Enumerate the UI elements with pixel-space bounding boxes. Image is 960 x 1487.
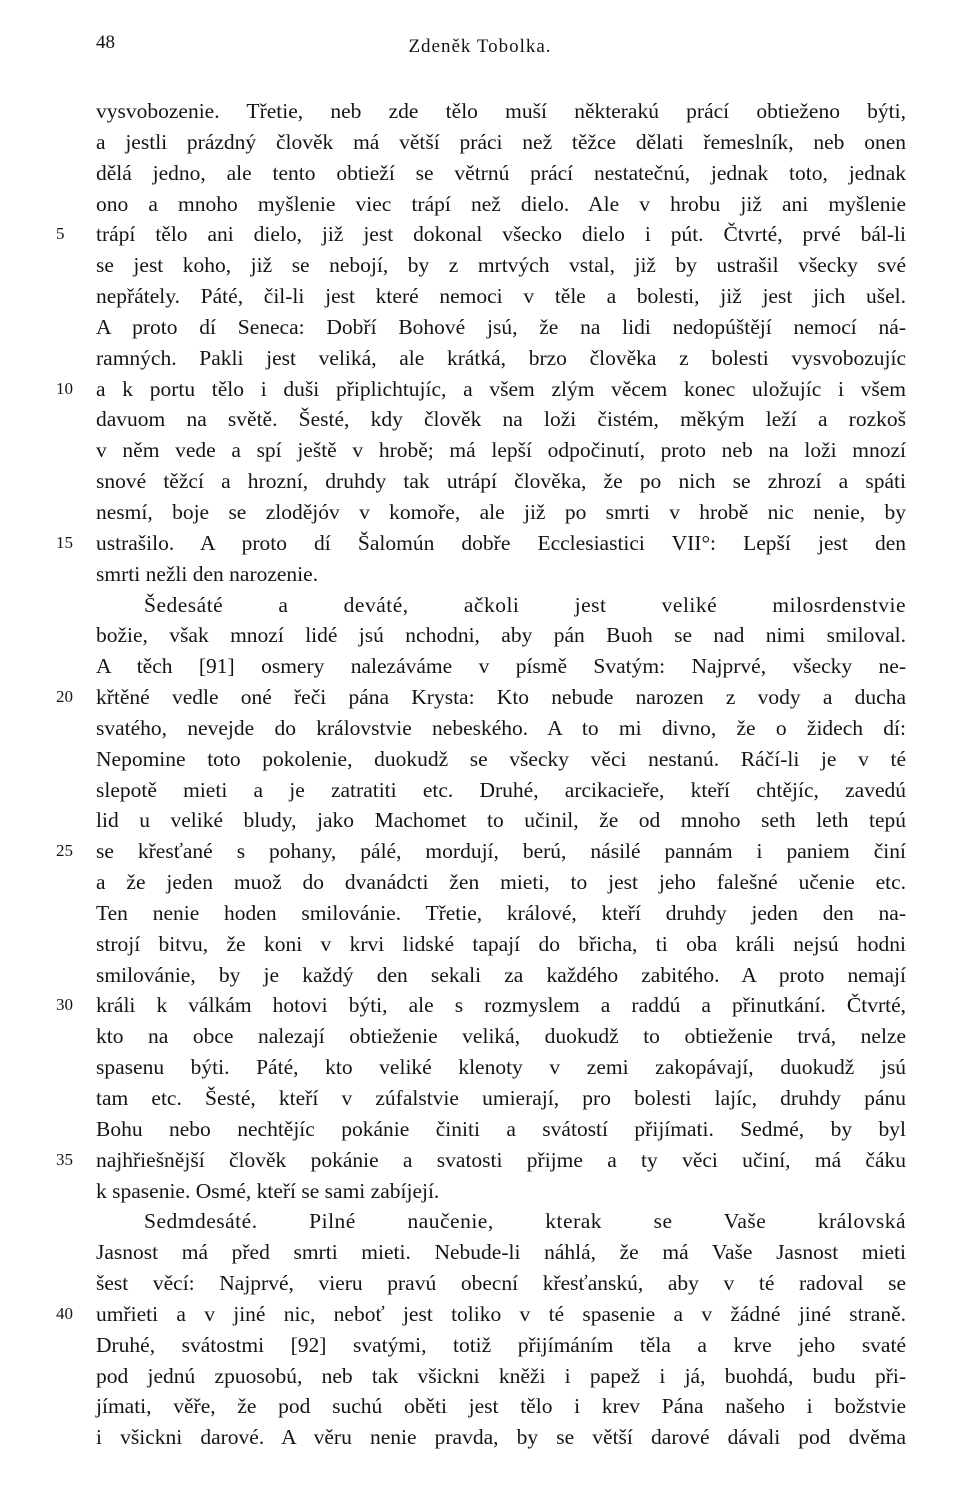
line-text: lid u veliké bludy, jako Machomet to učinil, že od mnoho seth leth tepú [96, 808, 906, 833]
line-text: i všickni darové. A věru nenie pravda, by se větší darové dávali pod dvěma [96, 1425, 906, 1450]
text-line [0, 374, 960, 405]
line-text: dělá jedno, ale tento obtieží se větrnú prácí nestatečnú, jednak toto, jednak [96, 160, 906, 185]
line-text: snové těžcí a hrozní, druhdy tak utrápí člověka, že po nich se zhrozí a spáti [96, 469, 906, 494]
text-line [0, 713, 960, 744]
line-number: 35 [56, 1149, 73, 1169]
line-text: se křesťané s pohany, pálé, mordují, berú, násilé pannám i paniem činí [96, 839, 906, 864]
text-line [0, 682, 960, 713]
line-text: spasenu býti. Páté, kto veliké klenoty v zemi zakopávají, duokudž jsú [96, 1055, 906, 1080]
text-line [0, 590, 960, 621]
text-line [0, 651, 960, 682]
text-line [0, 1083, 960, 1114]
line-text: nesmí, boje se zlodějóv v komoře, ale již po smrti v hrobě nic nenie, by [96, 499, 906, 524]
text-line [0, 158, 960, 189]
line-text: ustrašilo. A proto dí Šalomún dobře Ecclesiastici VII°: Lepší jest den [96, 530, 906, 555]
text-line [0, 435, 960, 466]
line-text: a k portu tělo i duši připlichtujíc, a všem zlým věcem konec uložujíc i všem [96, 376, 906, 401]
line-text: ono a mnoho myšlenie viec trápí než dielo. Ale v hrobu již ani myšlenie [96, 191, 906, 216]
text-line [0, 404, 960, 435]
text-line [0, 1361, 960, 1392]
line-text: a jestli prázdný člověk má větší práci než těžce dělati řemeslník, neb onen [96, 129, 906, 154]
line-text: svatého, nevejde do královstvie nebeského. A to mi divno, že o židech dí: [96, 715, 906, 740]
line-number: 5 [56, 224, 65, 244]
text-line [0, 1145, 960, 1176]
text-line [0, 620, 960, 651]
text-line [0, 1206, 960, 1237]
line-text: Šedesáté a deváté, ačkoli jest veliké milosrdenstvie [144, 592, 906, 617]
line-text: ramných. Pakli jest veliká, ale krátká, brzo člověka z bolesti vysvobozujíc [96, 345, 906, 370]
text-line [0, 1268, 960, 1299]
line-text: v něm vede a spí ještě v hrobě; má lepší odpočinutí, proto neb na loži mnozí [96, 438, 906, 463]
line-text: slepotě mieti a je zatratiti etc. Druhé, arcikacieře, kteří chtějíc, zavedú [96, 777, 906, 802]
line-number: 30 [56, 995, 73, 1015]
text-line [0, 1422, 960, 1453]
text-line [0, 250, 960, 281]
text-line [0, 836, 960, 867]
text-line [0, 1299, 960, 1330]
line-text: strojí bitvu, že koni v krvi lidské tapají do břicha, ti oba králi nejsú hodni [96, 931, 906, 956]
text-line [0, 1052, 960, 1083]
line-text: pod jednú zpuosobú, neb tak všickni kněži i papež i já, buohdá, budu při- [96, 1363, 906, 1388]
text-line [0, 960, 960, 991]
text-line [0, 219, 960, 250]
text-line [0, 559, 960, 590]
text-line [0, 744, 960, 775]
line-text: králi k válkám hotovi býti, ale s rozmyslem a raddú a přinutkání. Čtvrté, [96, 993, 906, 1018]
text-line [0, 466, 960, 497]
line-number: 25 [56, 841, 73, 861]
line-text: se jest koho, již se nebojí, by z mrtvých vstal, již by ustrašil všecky své [96, 253, 906, 278]
text-line [0, 929, 960, 960]
text-line [0, 1176, 960, 1207]
line-text: a že jeden muož do dvanádcti žen mieti, to jest jeho falešné učenie etc. [96, 870, 906, 895]
line-text: Nepomine toto pokolenie, duokudž se všecky věci nestanú. Ráčí-li je v té [96, 746, 906, 771]
text-line [0, 1237, 960, 1268]
line-text: smilovánie, by je každý den sekali za každého zabitého. A proto nemají [96, 962, 906, 987]
line-text: k spasenie. Osmé, kteří se sami zabíjejí. [96, 1178, 440, 1203]
text-line [0, 96, 960, 127]
line-text: nepřátely. Páté, čil-li jest které nemoci v těle a bolesti, již jest jich ušel. [96, 284, 906, 309]
text-line [0, 127, 960, 158]
line-text: vysvobozenie. Třetie, neb zde tělo muší některakú prácí obtieženo býti, [96, 99, 906, 123]
text-line [0, 898, 960, 929]
line-text: smrti nežli den narozenie. [96, 561, 319, 586]
line-text: šest věcí: Najprvé, vieru pravú obecní křesťanskú, aby v té radoval se [96, 1271, 906, 1296]
text-line [0, 281, 960, 312]
line-text: Jasnost má před smrti mieti. Nebude-li náhlá, že má Vaše Jasnost mieti [96, 1240, 906, 1265]
text-line [0, 528, 960, 559]
line-text: tam etc. Šesté, kteří v zúfalstvie umierají, pro bolesti lajíc, druhdy pánu [96, 1086, 906, 1110]
line-text: trápí tělo ani dielo, již jest dokonal všecko dielo i pút. Čtvrté, prvé bál-li [96, 222, 906, 247]
text-line [0, 1391, 960, 1422]
running-title: Zdeněk Tobolka. [408, 36, 552, 57]
line-number: 10 [56, 378, 73, 398]
line-text: davuom na světě. Šesté, kdy člověk na loži čistém, měkým leží a rozkoš [96, 407, 906, 432]
line-text: božie, však mnozí lidé jsú nchodni, aby pán Buoh se nad nimi smiloval. [96, 623, 906, 648]
line-number: 40 [56, 1303, 73, 1323]
line-text: křtěné vedle oné řeči pána Krysta: Kto nebude narozen z vody a ducha [96, 685, 906, 710]
line-text: Ten nenie hoden smilovánie. Třetie, králové, kteří druhdy jeden den na- [96, 900, 906, 925]
line-text: A těch [91] osmery nalezáváme v písmě Svatým: Najprvé, všecky ne- [96, 654, 906, 679]
text-line [0, 312, 960, 343]
line-number: 20 [56, 687, 73, 707]
text-line [0, 343, 960, 374]
text-line [0, 497, 960, 528]
text-line [0, 1330, 960, 1361]
text-line [0, 1021, 960, 1052]
line-text: A proto dí Seneca: Dobří Bohové jsú, že na lidi nedopúštějí nemocí ná- [96, 314, 906, 339]
text-line [0, 805, 960, 836]
text-body [0, 96, 960, 1453]
line-text: kto na obce nalezají obtieženie veliká, duokudž to obtieženie trvá, nelze [96, 1024, 906, 1049]
text-line [0, 1114, 960, 1145]
text-line [0, 775, 960, 806]
line-text: Bohu nebo nechtějíc pokánie činiti a svátostí přijímati. Sedmé, by byl [96, 1116, 906, 1141]
text-line [0, 990, 960, 1021]
line-text: umřieti a v jiné nic, neboť jest toliko v té spasenie a v žádné jiné straně. [96, 1301, 906, 1326]
text-line [0, 867, 960, 898]
line-text: Druhé, svátostmi [92] svatými, totiž přijímáním těla a krve jeho svaté [96, 1332, 906, 1357]
line-text: najhřiešnější člověk pokánie a svatosti přijme a ty věci učiní, má čáku [96, 1147, 906, 1172]
line-text: Sedmdesáté. Pilné naučenie, kterak se Vaše královská [144, 1209, 906, 1234]
text-line [0, 189, 960, 220]
line-text: jímati, věře, že pod suchú oběti jest tělo i krev Pána našeho i božstvie [96, 1394, 906, 1419]
page-number: 48 [96, 32, 115, 53]
line-number: 15 [56, 532, 73, 552]
